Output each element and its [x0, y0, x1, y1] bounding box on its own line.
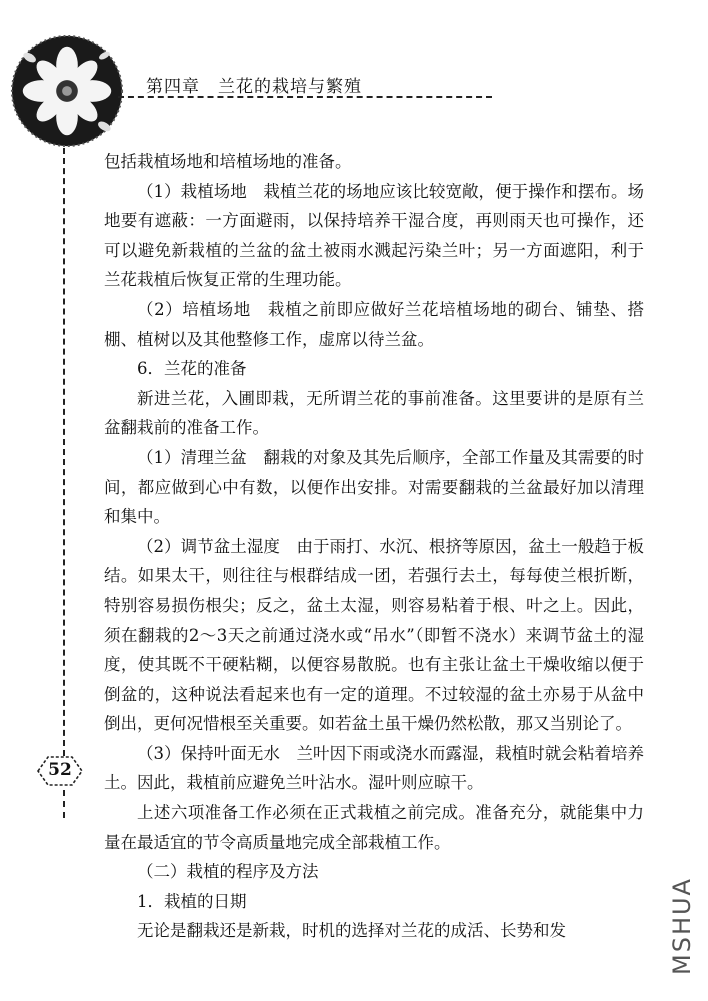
page-number: 52	[48, 760, 72, 780]
paragraph: 无论是翻栽还是新栽，时机的选择对兰花的成活、长势和发	[137, 921, 566, 941]
paragraph: 包括栽植场地和培植场地的准备。	[104, 152, 352, 171]
paragraph: 新进兰花，入圃即栽，无所谓兰花的事前准备。这里要讲的是原有兰盆翻栽前的准备工作。	[104, 388, 644, 438]
paragraph: （1）栽植场地 栽植兰花的场地应该比较宽敞，便于操作和摆布。场地要有遮蔽：一方面避雨，以保持培养干湿合度，再则雨天也可操作，还可以避免新栽植的兰盆的盆土被雨水溅起污染兰叶；另一方面遮阳，利于兰花栽植后恢复正常的生理功能。	[104, 181, 644, 290]
side-dashed-rule-lower	[63, 790, 65, 818]
paragraph: （2）培植场地 栽植之前即应做好兰花培植场地的砌台、铺垫、搭棚、植树以及其他整修工作，虚席以待兰盆。	[104, 299, 644, 349]
chapter-flower-emblem	[8, 32, 126, 150]
paragraph: （3）保持叶面无水 兰叶因下雨或浇水而露湿，栽植时就会粘着培养土。因此，栽植前应避免兰叶沾水。湿叶则应晾干。	[104, 743, 644, 793]
chapter-header-title: 第四章 兰花的栽培与繁殖	[146, 77, 362, 97]
section-heading: 6．兰花的准备	[137, 359, 247, 379]
paragraph: 上述六项准备工作必须在正式栽植之前完成。准备充分，就能集中力量在最适宜的节令高质量地完成全部栽植工作。	[104, 803, 644, 852]
section-heading: （二）栽植的程序及方法	[137, 862, 319, 882]
header-dashed-rule	[118, 96, 492, 98]
body-text	[104, 147, 644, 946]
watermark: MSHUA	[668, 877, 696, 975]
side-dashed-rule	[63, 148, 65, 756]
paragraph: （2）调节盆土湿度 由于雨打、水沉、根挤等原因，盆土一般趋于板结。如果太干，则往往与根群结成一团，若强行去土，每每使兰根折断，特别容易损伤根尖；反之，盆土太湿，则容易粘着于根、叶之上。因此，须在翻栽的2～3天之前通过浇水或“吊水”（即暂不浇水）来调节盆土的湿度，使其既不干硬粘糊，以便容易散脱。也有主张让盆土干燥收缩以便于倒盆的，这种说法看起来也有一定的道理。不过较湿的盆土亦易于从盆中倒出，更何况惜根至关重要。如若盆土虽干燥仍然松散，那又当别论了。	[104, 536, 644, 734]
section-heading: 1．栽植的日期	[137, 891, 247, 911]
paragraph: （1）清理兰盆 翻栽的对象及其先后顺序，全部工作量及其需要的时间，都应做到心中有数，以便作出安排。对需要翻栽的兰盆最好加以清理和集中。	[104, 447, 644, 527]
